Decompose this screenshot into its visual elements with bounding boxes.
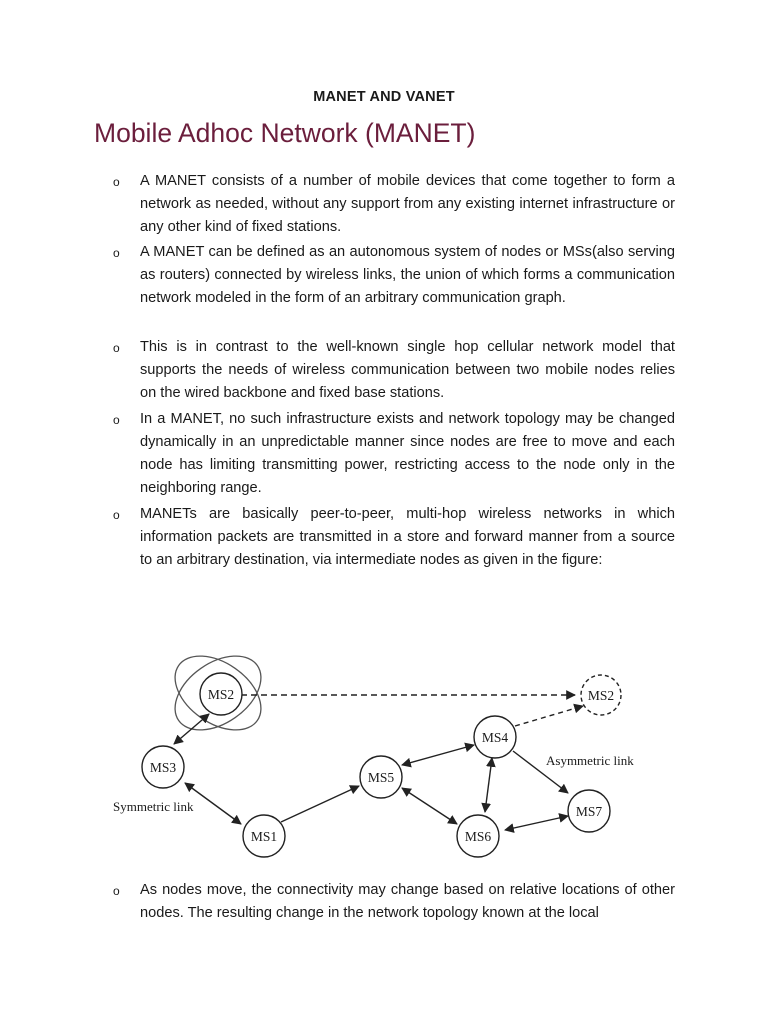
asymmetric-link-label: Asymmetric link (546, 753, 634, 768)
manet-figure (105, 640, 665, 870)
bullet-text: A MANET can be defined as an autonomous system of nodes or MSs(also serving as routers) connected by wireless links, the union of which forms a communication network modeled in the form of an arbitrary communication graph. (140, 244, 675, 306)
bullet-marker: o (113, 341, 120, 355)
manet-figure-svg (105, 640, 665, 870)
bullet-item (113, 503, 675, 572)
link-ms5-ms6 (402, 788, 457, 824)
bullet-marker: o (113, 246, 120, 260)
bullet-text: As nodes move, the connectivity may change based on relative locations of other nodes. The resulting change in the network topology known at the local (140, 882, 675, 921)
node-label-ms2: MS2 (207, 687, 235, 702)
bullet-marker: o (113, 413, 120, 427)
bullet-item (113, 336, 675, 405)
node-label-ms4: MS4 (481, 730, 509, 745)
document-title: MANET AND VANET (313, 89, 455, 105)
symmetric-link-label: Symmetric link (113, 799, 194, 814)
bullet-item (113, 408, 675, 500)
section-heading: Mobile Adhoc Network (MANET) (94, 118, 476, 148)
link-ms4-ms6 (485, 758, 492, 812)
node-label-ms6: MS6 (464, 829, 492, 844)
link-ms6-ms7 (505, 816, 568, 830)
bullet-text: MANETs are basically peer-to-peer, multi-hop wireless networks in which information packets are transmitted in a store and forward manner from a source to an arbitrary destination, via intermediate nodes as given in the figure: (140, 506, 675, 568)
bullet-item (113, 879, 675, 925)
bullet-marker: o (113, 175, 120, 189)
link-ms2-ms3 (174, 714, 209, 744)
bullet-item (113, 241, 675, 310)
node-label-ms3: MS3 (149, 760, 177, 775)
link-ms1-ms5 (281, 786, 359, 822)
node-label-ms5: MS5 (367, 770, 395, 785)
bullet-text: This is in contrast to the well-known single hop cellular network model that supports the needs of wireless communication between two mobile nodes relies on the wired backbone and fixed base stations. (140, 339, 675, 401)
node-label-ms1: MS1 (250, 829, 278, 844)
node-label-ms2-moved: MS2 (587, 688, 615, 703)
bullet-marker: o (113, 508, 120, 522)
bullet-item (113, 170, 675, 239)
link-ms5-ms4 (402, 745, 474, 765)
link-ms4-ms2-moved (515, 706, 583, 726)
node-label-ms7: MS7 (575, 804, 603, 819)
bullet-text: In a MANET, no such infrastructure exists and network topology may be changed dynamically in an unpredictable manner since nodes are free to move and each node has limiting transmitting power, restricting access to the node only in the neighboring range. (140, 411, 675, 496)
bullet-text: A MANET consists of a number of mobile devices that come together to form a network as needed, without any support from any existing internet infrastructure or any other kind of fixed stations. (140, 173, 675, 235)
bullet-marker: o (113, 884, 120, 898)
